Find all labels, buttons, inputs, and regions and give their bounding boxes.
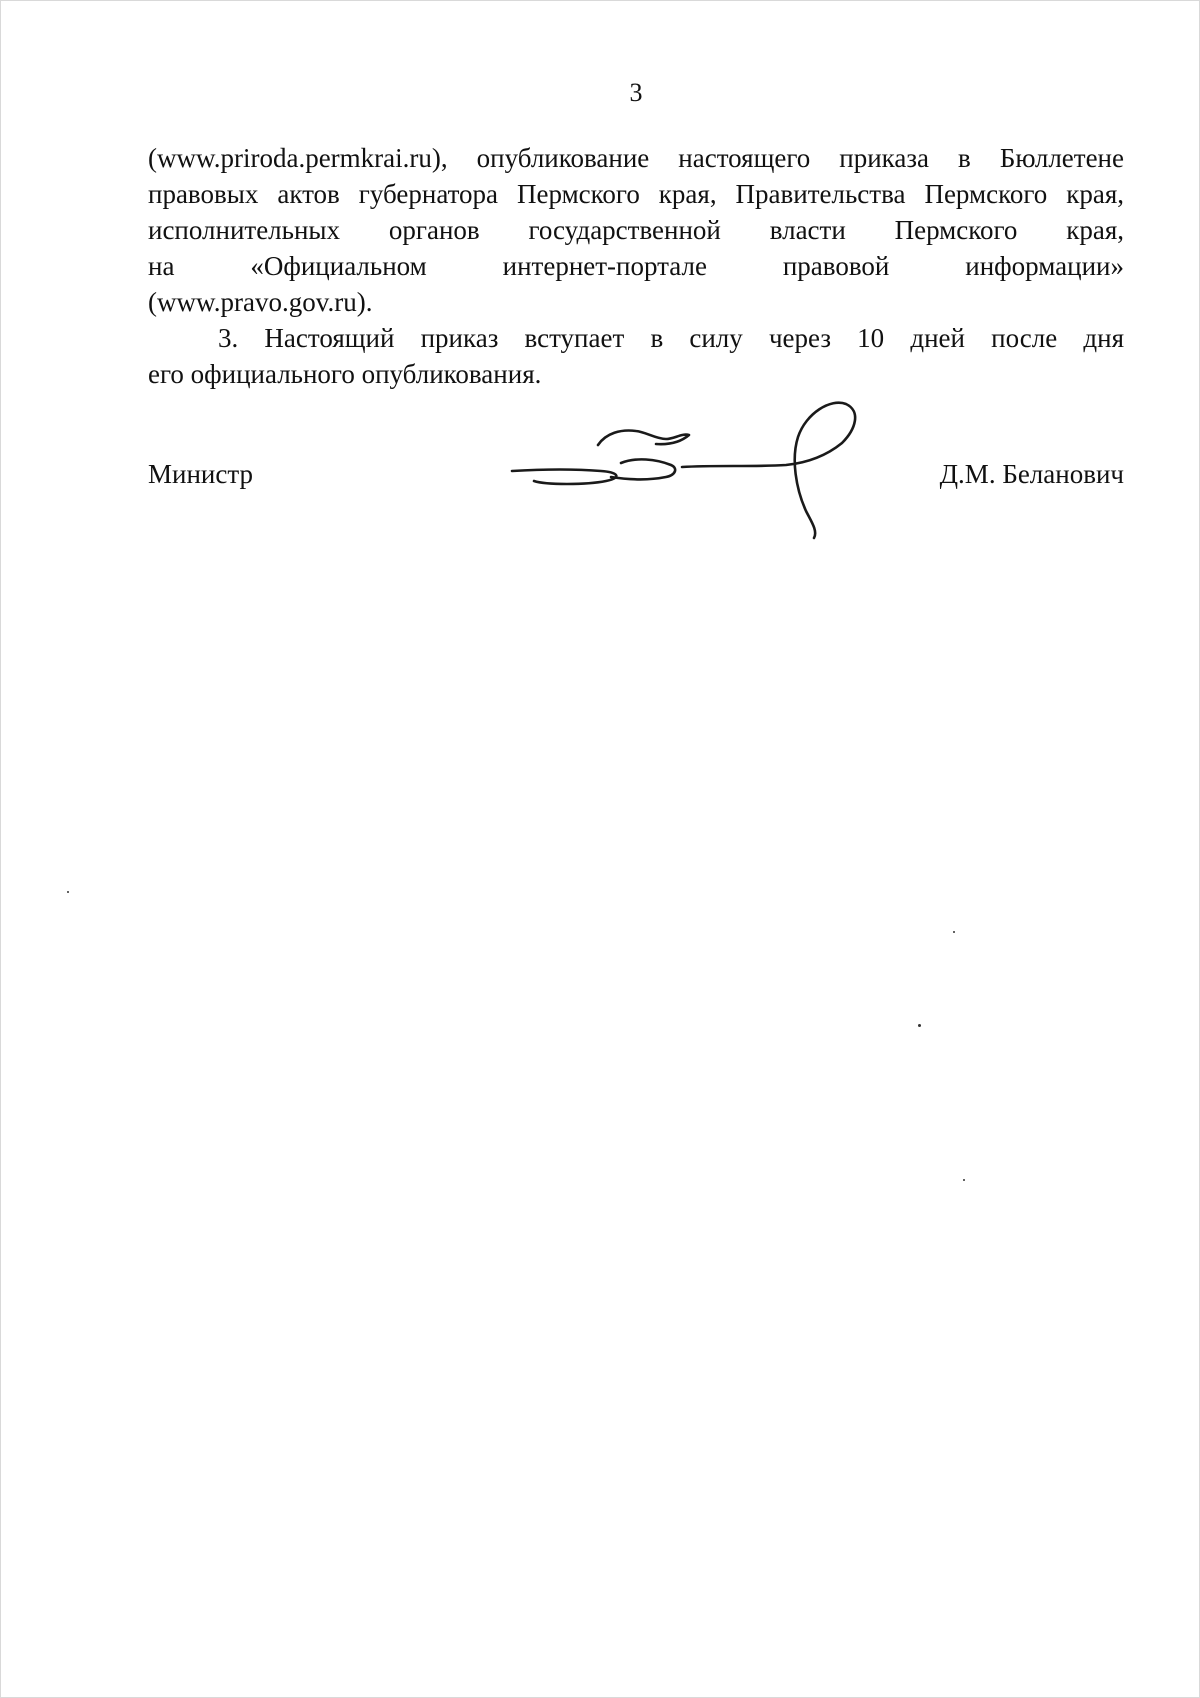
text-line: на «Официальном интернет-портале правовой информации»	[148, 251, 1124, 281]
text-line: (www.pravo.gov.ru).	[148, 287, 373, 317]
scan-speck	[67, 891, 69, 893]
text-line: его официального опубликования.	[148, 359, 542, 389]
text-line: правовых актов губернатора Пермского края, Правительства Пермского края,	[148, 179, 1124, 209]
text-line: 3. Настоящий приказ вступает в силу через 10 дней после дня	[218, 323, 1124, 353]
page-number: 3	[629, 78, 643, 107]
paragraph-publication	[148, 140, 1124, 320]
paragraph-effective-date	[148, 320, 1124, 392]
scan-speck	[918, 1024, 921, 1027]
handwritten-signature	[506, 401, 876, 541]
scan-speck	[963, 1179, 965, 1181]
document-body	[148, 140, 1124, 392]
signatory-title: Министр	[148, 459, 253, 489]
scan-speck	[953, 931, 955, 933]
text-line: исполнительных органов государственной власти Пермского края,	[148, 215, 1124, 245]
signatory-name: Д.М. Беланович	[939, 459, 1124, 489]
text-line: (www.priroda.permkrai.ru), опубликование настоящего приказа в Бюллетене	[148, 143, 1124, 173]
